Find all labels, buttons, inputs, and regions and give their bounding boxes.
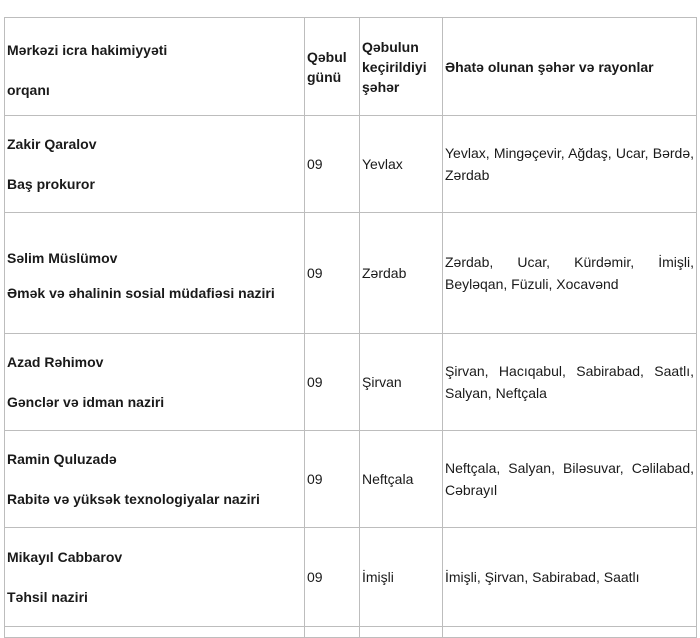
- official-name: Səlim Müslümov: [7, 250, 118, 266]
- covered-areas: Şirvan, Hacıqabul, Sabirabad, Saatlı, Salyan, Neftçala: [443, 334, 697, 431]
- header-city: [360, 18, 443, 116]
- reception-city: Yevlax: [360, 116, 443, 213]
- official-cell: [5, 334, 305, 431]
- reception-city: Neftçala: [360, 431, 443, 528]
- official-cell: [5, 528, 305, 627]
- header-day: [305, 18, 360, 116]
- header-day-line1: Qəbul: [307, 48, 347, 65]
- header-city-line3: şəhər: [362, 78, 400, 95]
- covered-areas: İmişli, Şirvan, Sabirabad, Saatlı: [443, 528, 697, 627]
- header-organ-line2: orqanı: [7, 81, 50, 98]
- reception-city: Zərdab: [360, 213, 443, 334]
- official-cell: [5, 116, 305, 213]
- header-city-line1: Qəbulun: [362, 38, 419, 55]
- official-position: Gənclər və idman naziri: [7, 394, 165, 410]
- reception-day: 09: [305, 431, 360, 528]
- reception-day: 09: [305, 116, 360, 213]
- covered-areas: Zərdab, Ucar, Kürdəmir, İmişli, Beyləqan, Füzuli, Xocavənd: [443, 213, 697, 334]
- official-position: Rabitə və yüksək texnologiyalar naziri: [7, 491, 260, 507]
- covered-areas: Neftçala, Salyan, Biləsuvar, Cəlilabad, Cəbrayıl: [443, 431, 697, 528]
- reception-day: 09: [305, 334, 360, 431]
- header-day-line2: günü: [307, 68, 342, 85]
- official-name: Azad Rəhimov: [7, 354, 104, 370]
- official-name: Zakir Qaralov: [7, 136, 97, 152]
- table-row: [5, 431, 697, 528]
- reception-city: Şirvan: [360, 334, 443, 431]
- table-row-partial: [5, 627, 697, 638]
- official-cell: [5, 213, 305, 334]
- reception-day: 09: [305, 528, 360, 627]
- official-cell: [5, 431, 305, 528]
- table-row: [5, 334, 697, 431]
- official-name: Ramin Quluzadə: [7, 451, 117, 467]
- reception-day: 09: [305, 213, 360, 334]
- official-position: Təhsil naziri: [7, 589, 88, 605]
- official-position: Baş prokuror: [7, 176, 95, 192]
- official-position: Əmək və əhalinin sosial müdafiəsi naziri: [7, 285, 275, 301]
- header-city-line2: keçirildiyi: [362, 58, 427, 75]
- table-row: [5, 213, 697, 334]
- header-organ: [5, 18, 305, 116]
- header-areas: Əhatə olunan şəhər və rayonlar: [443, 18, 697, 116]
- table-row: [5, 528, 697, 627]
- table-row: [5, 116, 697, 213]
- covered-areas: Yevlax, Mingəçevir, Ağdaş, Ucar, Bərdə, Zərdab: [443, 116, 697, 213]
- official-name: Mikayıl Cabbarov: [7, 549, 123, 565]
- table-header-row: [5, 18, 697, 116]
- reception-city: İmişli: [360, 528, 443, 627]
- header-organ-line1: Mərkəzi icra hakimiyyəti: [7, 41, 168, 58]
- reception-schedule-table: [4, 17, 697, 638]
